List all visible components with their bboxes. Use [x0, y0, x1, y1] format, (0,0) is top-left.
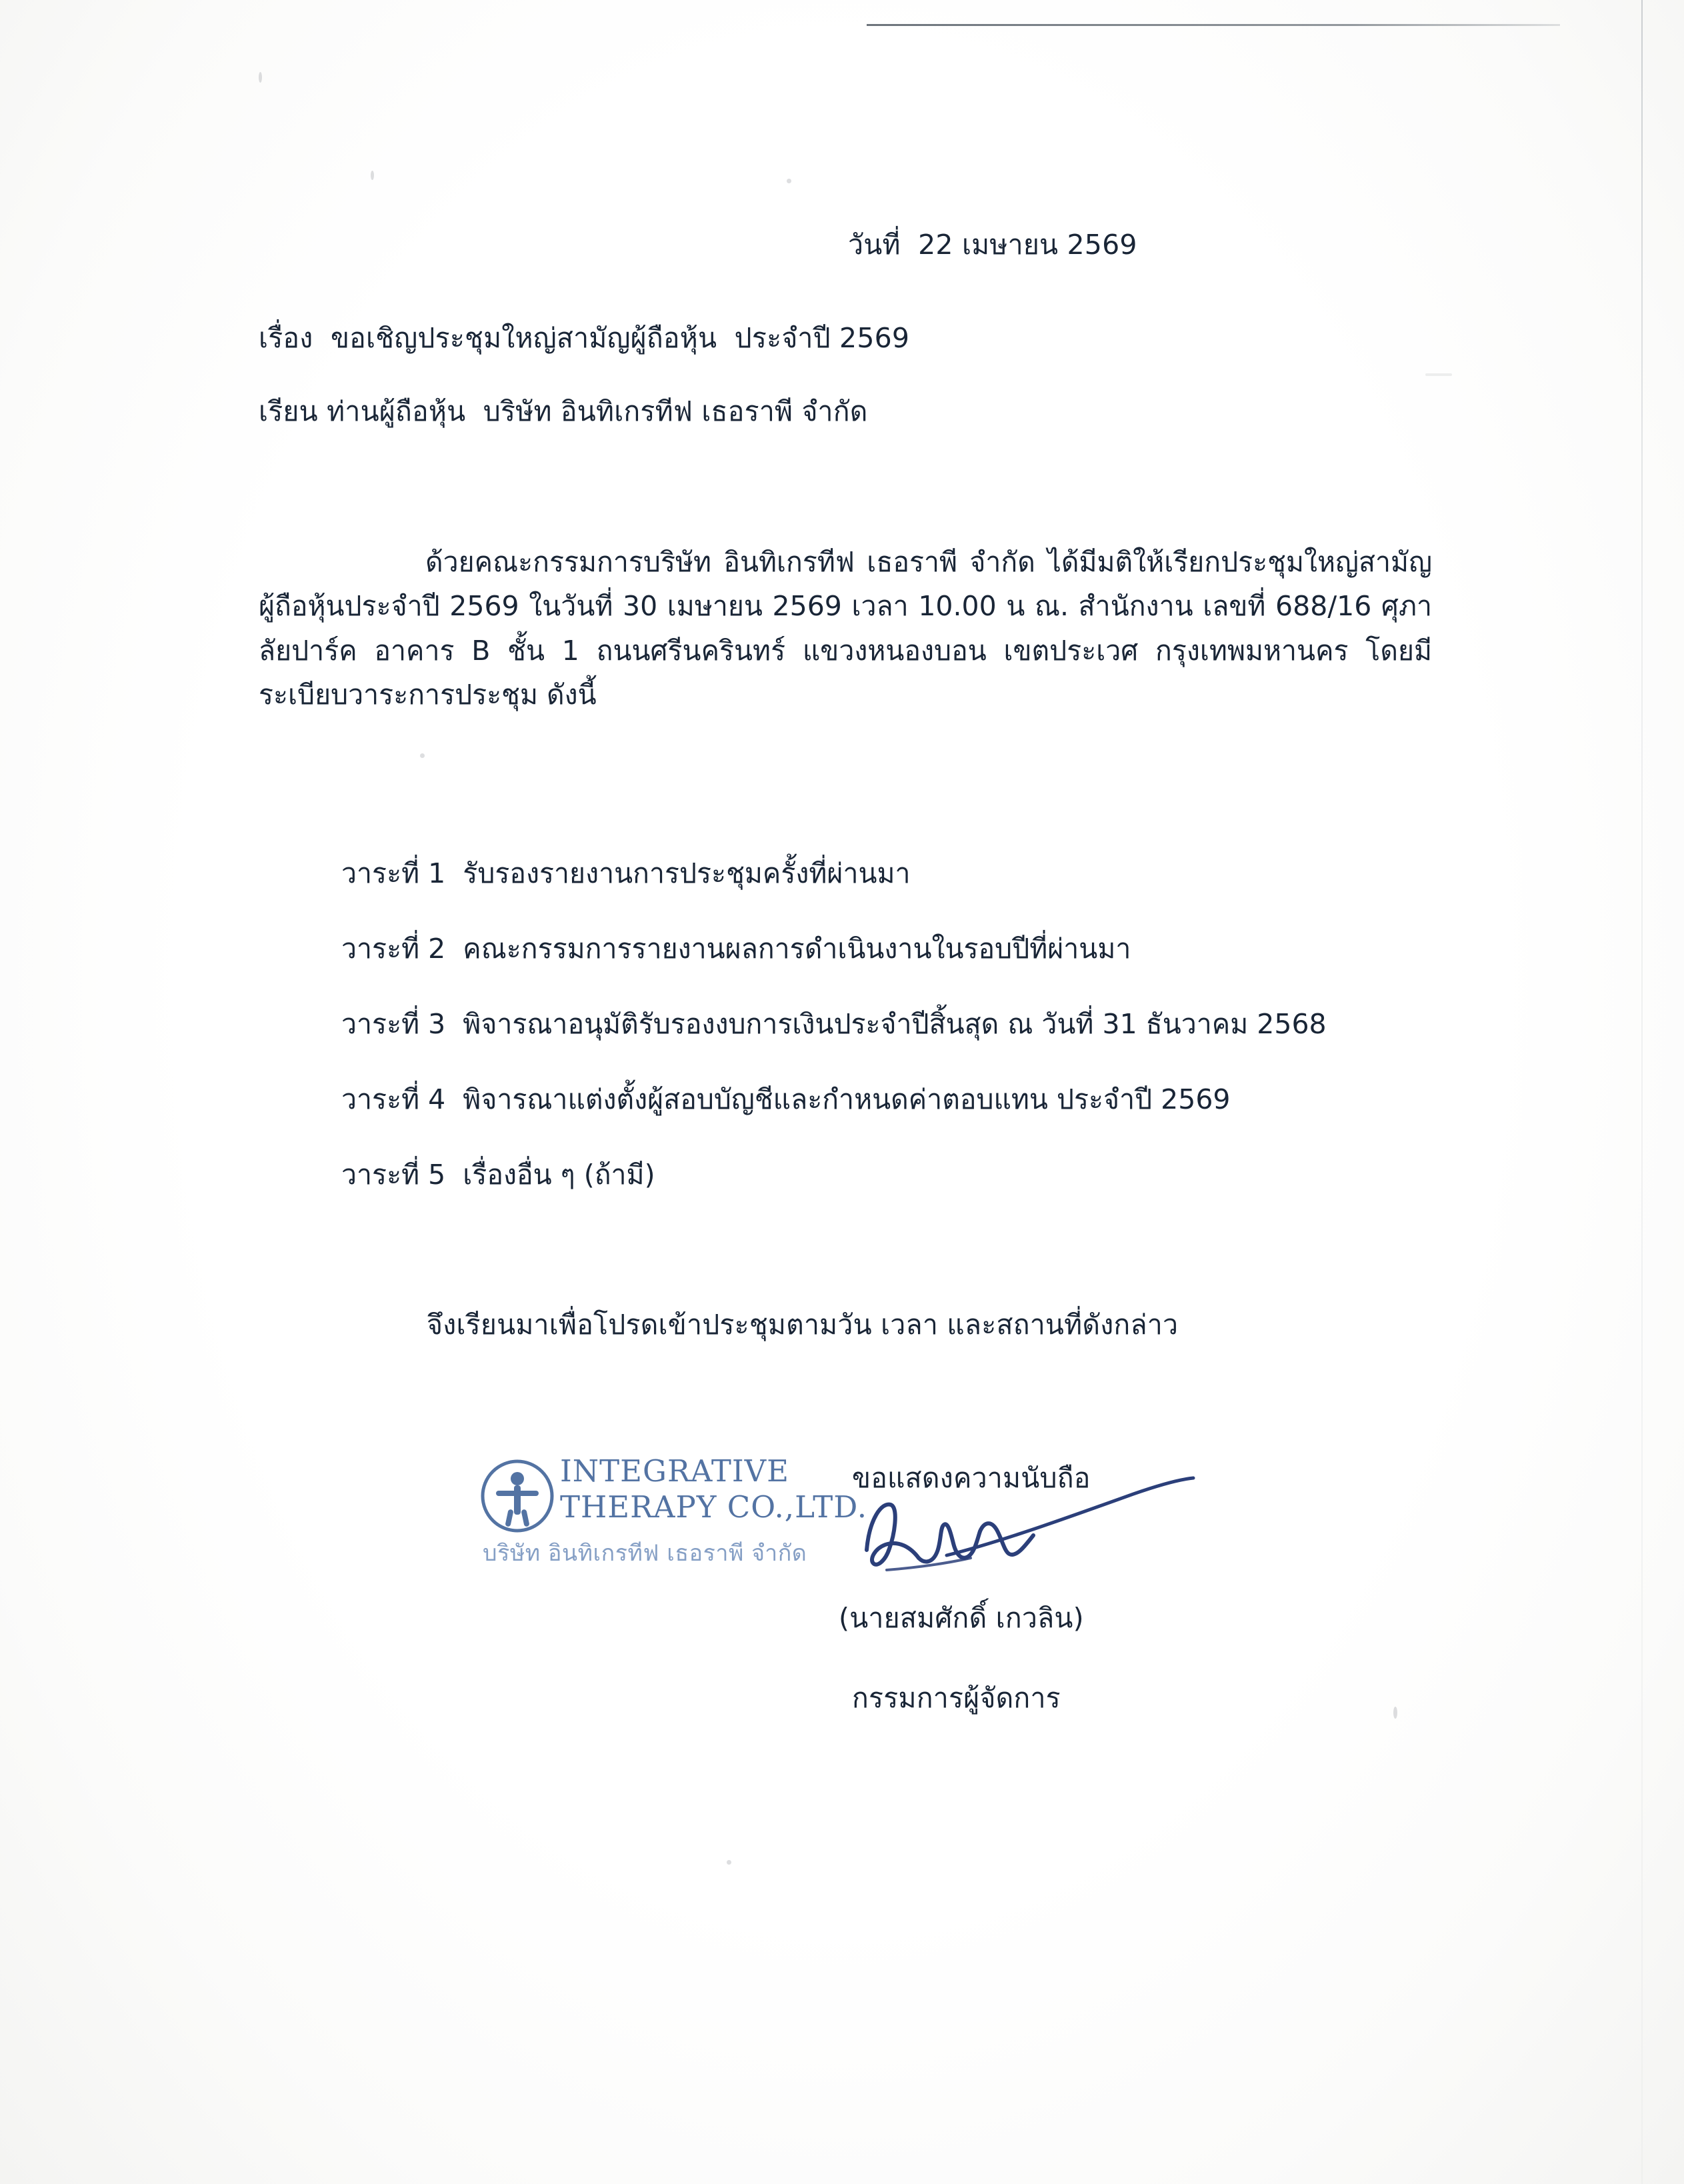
subject-line: เรื่อง ขอเชิญประชุมใหญ่สามัญผู้ถือหุ้น ประจำปี 2569 [259, 322, 910, 354]
seal-thai-line: บริษัท อินทิเกรทีฟ เธอราพี จำกัด [483, 1540, 807, 1567]
agenda-list [341, 857, 1475, 1237]
seal-line-2: THERAPY CO.,LTD. [560, 1489, 868, 1525]
seal-line-1: INTEGRATIVE [560, 1453, 790, 1489]
signer-position: กรรมการผู้จัดการ [852, 1682, 1061, 1714]
human-figure-in-circle-icon [477, 1456, 557, 1536]
attention-line: เรียน ท่านผู้ถือหุ้น บริษัท อินทิเกรทีฟ เธอราพี จำกัด [259, 395, 868, 427]
regards-line: ขอแสดงความนับถือ [852, 1462, 1091, 1494]
date-line: วันที่ 22 เมษายน 2569 [848, 229, 1137, 261]
body-paragraph: ด้วยคณะกรรมการบริษัท อินทิเกรทีฟ เธอราพี จำกัด ได้มีมติให้เรียกประชุมใหญ่สามัญผู้ถือหุ้นประจำปี 2569 ในวันที่ 30 เมษายน 2569 เวลา 10.00 น ณ. สำนักงาน เลขที่ 688/16 ศุภาลัยปาร์ค อาคาร B ชั้น 1 ถนนศรีนครินทร์ แขวงหนองบอน เขตประเวศ กรุงเทพมหานคร โดยมีระเบียบวาระการประชุม ดังนี้ [259, 546, 1432, 711]
agenda-item: วาระที่ 3 พิจารณาอนุมัติรับรองงบการเงินประจำปีสิ้นสุด ณ วันที่ 31 ธันวาคม 2568 [341, 1008, 1327, 1040]
agenda-item: วาระที่ 5 เรื่องอื่น ๆ (ถ้ามี) [341, 1159, 655, 1191]
agenda-item: วาระที่ 2 คณะกรรมการรายงานผลการดำเนินงานในรอบปีที่ผ่านมา [341, 933, 1131, 965]
signer-name: (นายสมศักดิ์ เกวลิน) [839, 1602, 1084, 1634]
company-seal [477, 1452, 868, 1579]
agenda-item: วาระที่ 1 รับรองรายงานการประชุมครั้งที่ผ่านมา [341, 857, 911, 889]
agenda-item: วาระที่ 4 พิจารณาแต่งตั้งผู้สอบบัญชีและกำหนดค่าตอบแทน ประจำปี 2569 [341, 1083, 1231, 1115]
closing-line: จึงเรียนมาเพื่อโปรดเข้าประชุมตามวัน เวลา และสถานที่ดังกล่าว [427, 1309, 1179, 1341]
